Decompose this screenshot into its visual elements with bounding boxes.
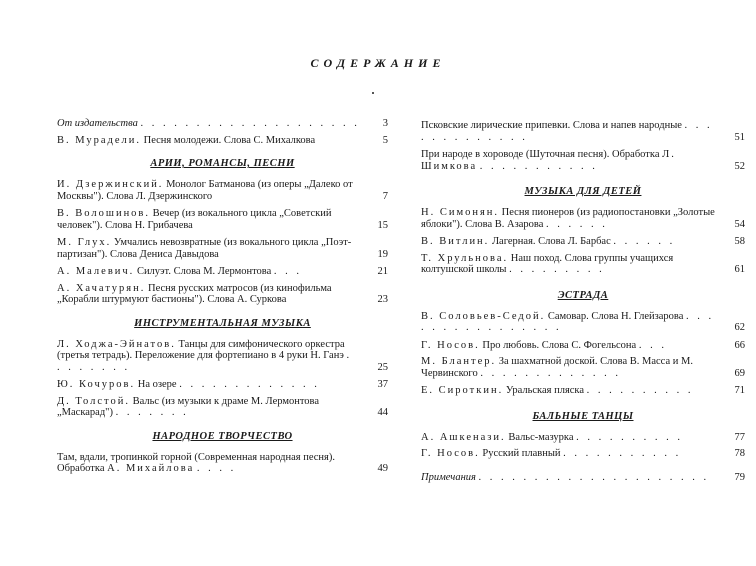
toc-entry[interactable]: Л. Ходжа-Эйнатов. Танцы для симфонического оркестра (третья тетрадь). Переложение для фортепиано в 4 руки Н. Ганэ . . . . . . . . 25: [57, 338, 388, 373]
entry-arranger: А. Михайлова: [107, 463, 195, 474]
toc-entry[interactable]: Т. Хрульнова. Наш поход. Слова группы учащихся колтушской школы . . . . . . . . . 61: [421, 252, 745, 275]
entry-title: Русский плавный: [482, 448, 561, 459]
entry-author: В. Соловьев-Седой.: [421, 310, 546, 322]
entry-title: Там, вдали, тропинкой горной (Современная народная песня). Обработка: [57, 451, 336, 474]
page-number: 61: [734, 264, 745, 275]
toc-entry[interactable]: [57, 237, 388, 260]
toc-entry[interactable]: В. Витлин. Лагерная. Слова Л. Барбас . . . . . . 58: [421, 236, 745, 247]
entry-title: Монолог Батманова (из оперы „Далеко от Москвы"). Слова Л. Дзержинского: [57, 179, 353, 202]
entry-author: Г. Носов.: [421, 339, 480, 351]
entry-title: Танцы для симфонического оркестра (третья тетрадь). Переложение для фортепиано в 4 руки Н. Ганэ: [57, 338, 345, 361]
page-title: СОДЕРЖАНИЕ: [310, 56, 446, 70]
page-number: 19: [377, 248, 388, 260]
page-number: 51: [734, 131, 745, 143]
page-number: 66: [734, 339, 745, 351]
page-number: 7: [382, 190, 388, 202]
entry-author: Л. Ходжа-Эйнатов.: [57, 338, 176, 350]
toc-entry[interactable]: От издательства . . . . . . . . . . . . . . . . . . . . 3: [57, 118, 388, 129]
toc-entry[interactable]: А. Малевич. Силуэт. Слова М. Лермонтова . . . 21: [57, 266, 388, 277]
divider-mark: [372, 92, 374, 94]
entry-title: Лагерная. Слова Л. Барбас: [491, 236, 611, 247]
toc-entry[interactable]: Н. Симонян. Песня пионеров (из радиопостановки „Золотые яблоки"). Слова В. Азарова . . . . . . 54: [421, 207, 745, 230]
page-number: 58: [734, 236, 745, 247]
entry-title: За шахматной доской. Слова В. Масса и М. Червинского: [421, 356, 693, 379]
entry-author: Ю. Кочуров.: [57, 379, 136, 390]
entry-author: Г. Носов.: [421, 448, 480, 459]
page-number: 25: [377, 361, 388, 373]
toc-entry[interactable]: Ю. Кочуров. На озере . . . . . . . . . . . . . 37: [57, 379, 388, 390]
entry-author: М. Глух.: [57, 237, 112, 248]
page-number: 62: [734, 322, 745, 333]
section-heading: МУЗЫКА ДЛЯ ДЕТЕЙ: [524, 186, 642, 197]
toc-entry[interactable]: Д. Толстой. Вальс (из музыки к драме М. Лермонтова „Маскарад") . . . . . . . 44: [57, 395, 388, 418]
page-number: 77: [734, 431, 745, 443]
toc-entry[interactable]: Е. Сироткин. Уральская пляска . . . . . . . . . . 71: [421, 385, 745, 396]
section-heading: ЭСТРАДА: [557, 289, 609, 301]
entry-author: И. Дзержинский.: [57, 179, 164, 190]
section-heading: АРИИ, РОМАНСЫ, ПЕСНИ: [150, 158, 295, 169]
entry-author: М. Блантер.: [421, 356, 497, 367]
entry-title: Песня молодежи. Слова С. Михалкова: [143, 134, 316, 146]
section-heading: НАРОДНОЕ ТВОРЧЕСТВО: [152, 430, 293, 442]
section-heading: ИНСТРУМЕНТАЛЬНАЯ МУЗЫКА: [134, 317, 311, 329]
page-number: 23: [377, 294, 388, 305]
page-number: 44: [377, 407, 388, 418]
entry-title: При народе в хороводе (Шуточная песня). Обработка: [421, 149, 660, 160]
page-number: 69: [734, 367, 745, 379]
toc-entry[interactable]: Псковские лирические припевки. Слова и напев народные . . . . . . . . . . . . . 51: [421, 120, 745, 143]
entry-title: Песня пионеров (из радиопостановки „Золотые яблоки"). Слова В. Азарова: [421, 207, 715, 230]
page-number: 15: [377, 219, 388, 231]
page-number: 5: [382, 134, 388, 146]
toc-entry[interactable]: В. Соловьев-Седой. Самовар. Слова Н. Глейзарова . . . . . . . . . . . . . . . . 62: [421, 310, 745, 333]
toc-entry[interactable]: Примечания . . . . . . . . . . . . . . . . . . . . . 79: [421, 471, 745, 483]
entry-title: Вальс-мазурка: [508, 431, 574, 443]
page-number: 54: [734, 218, 745, 230]
entry-title: Примечания: [421, 471, 476, 483]
toc-entry[interactable]: [57, 179, 388, 202]
toc-entry[interactable]: [57, 283, 388, 306]
entry-author: Т. Хрульнова.: [421, 252, 509, 264]
entry-title: Самовар. Слова Н. Глейзарова: [547, 310, 684, 322]
toc-entry[interactable]: При народе в хороводе (Шуточная песня). Обработка Л. Шимкова . . . . . . . . . . . 52: [421, 149, 745, 172]
section-heading: БАЛЬНЫЕ ТАНЦЫ: [532, 410, 634, 422]
toc-entry[interactable]: [57, 208, 388, 231]
entry-author: В. Мурадели.: [57, 134, 141, 146]
entry-title: Силуэт. Слова М. Лермонтова: [136, 266, 272, 277]
entry-author: Е. Сироткин.: [421, 385, 504, 396]
toc-entry[interactable]: Г. Носов. Русский плавный . . . . . . . . . . . 78: [421, 448, 745, 459]
entry-title: Наш поход. Слова группы учащихся колтушской школы: [421, 252, 674, 275]
entry-author: А. Ашкенази.: [421, 431, 506, 443]
page-number: 3: [382, 118, 388, 129]
contents-right-column: [421, 120, 745, 488]
toc-entry[interactable]: Там, вдали, тропинкой горной (Современная народная песня). Обработка А. Михайлова . . . . 49: [57, 451, 388, 474]
entry-author: А. Малевич.: [57, 266, 135, 277]
entry-title: Вечер (из вокального цикла „Советский человек"). Слова Н. Грибачева: [57, 208, 332, 231]
toc-entry[interactable]: Г. Носов. Про любовь. Слова С. Фогельсона . . . 66: [421, 339, 745, 351]
page-number: 49: [377, 463, 388, 474]
entry-title: Умчались невозвратные (из вокального цикла „Поэт-партизан"). Слова Дениса Давыдова: [57, 237, 352, 260]
page-number: 52: [734, 160, 745, 172]
entry-author: В. Витлин.: [421, 236, 490, 247]
page-number: 79: [734, 471, 745, 483]
page-number: 71: [734, 385, 745, 396]
toc-entry[interactable]: [57, 135, 388, 147]
toc-entry[interactable]: М. Блантер. За шахматной доской. Слова В. Масса и М. Червинского . . . . . . . . . . . . . 69: [421, 356, 745, 379]
toc-entry[interactable]: А. Ашкенази. Вальс-мазурка . . . . . . . . . . 77: [421, 431, 745, 443]
entry-title: На озере: [137, 379, 177, 390]
entry-title: Уральская пляска: [505, 385, 585, 396]
entry-author: Н. Симонян.: [421, 207, 500, 218]
entry-author: А. Хачатурян.: [57, 282, 146, 294]
contents-left-column: [57, 118, 388, 481]
page-number: 21: [377, 266, 388, 277]
entry-title: Песня русских матросов (из кинофильма „Корабли штурмуют бастионы"). Слова А. Суркова: [57, 282, 332, 305]
entry-title: Про любовь. Слова С. Фогельсона: [482, 339, 637, 351]
page-number: 37: [377, 379, 388, 390]
entry-arranger: Л. Шимкова: [421, 149, 676, 172]
entry-author: В. Волошинов.: [57, 208, 151, 219]
page-number: 78: [734, 448, 745, 459]
entry-title: От издательства: [57, 118, 138, 129]
entry-title: Псковские лирические припевки. Слова и напев народные: [421, 120, 682, 131]
entry-title: Вальс (из музыки к драме М. Лермонтова „Маскарад"): [57, 395, 320, 418]
entry-author: Д. Толстой.: [57, 395, 130, 407]
